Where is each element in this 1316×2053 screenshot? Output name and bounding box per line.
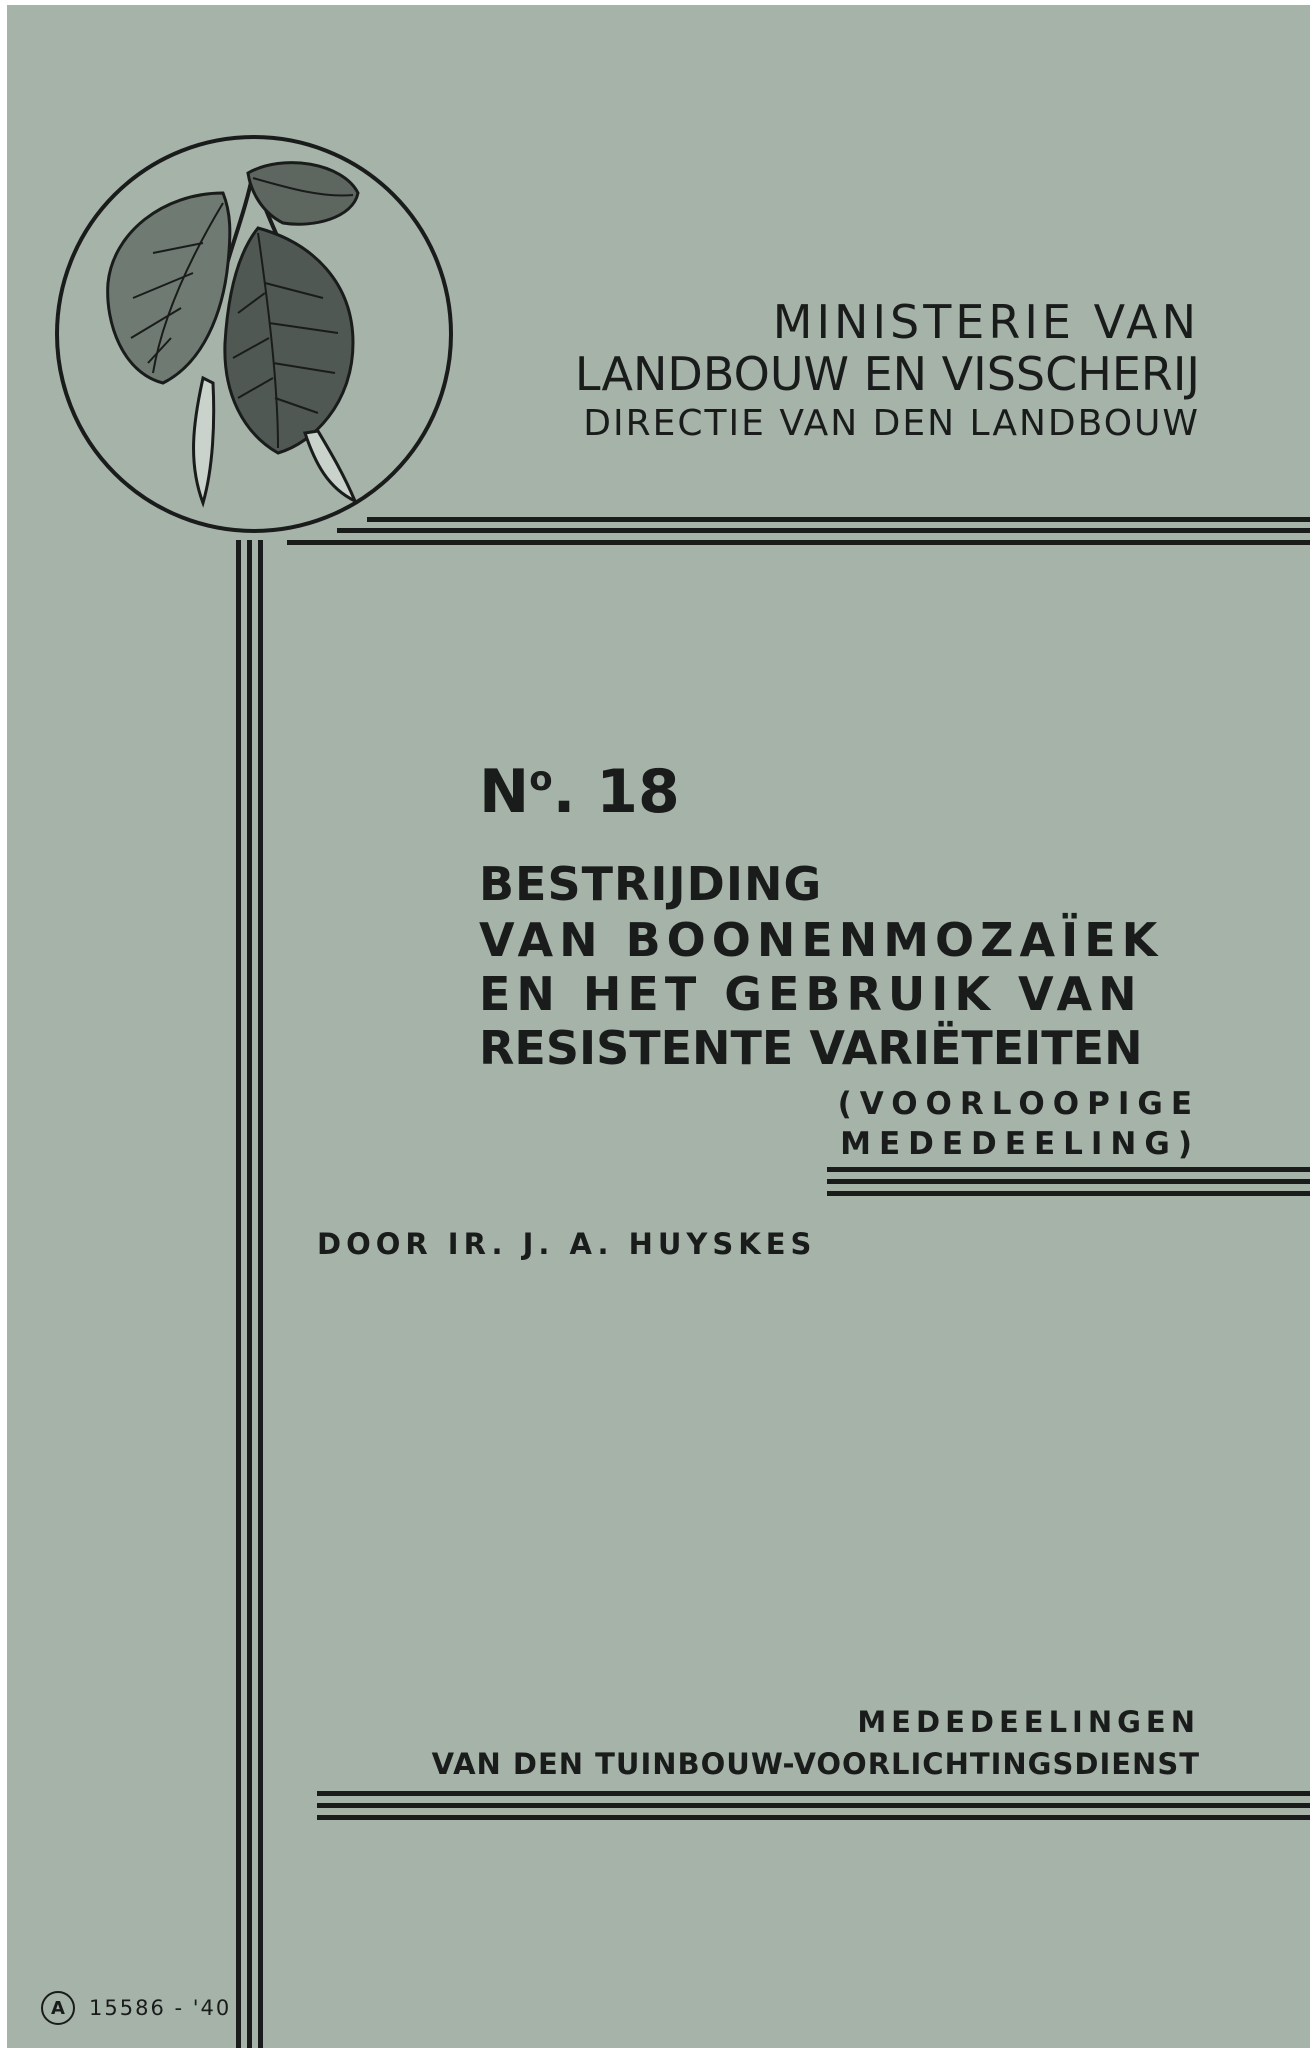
ministry-directorate: DIRECTIE VAN DEN LANDBOUW [583,403,1200,444]
header-rule-2 [337,528,1310,533]
series-line1: MEDEDEELINGEN [857,1705,1200,1739]
vertical-rule-1 [236,540,241,2048]
series-rule-1 [317,1791,1310,1796]
series-rule-3 [317,1815,1310,1820]
number-superscript: o [529,759,553,799]
header-rule-1 [367,517,1310,522]
ministry-name-line1: MINISTERIE VAN [772,295,1200,349]
subtitle-line2: MEDEDEELING) [840,1126,1200,1162]
vertical-rule-2 [247,540,252,2048]
number-value: . 18 [552,757,680,827]
publication-number [479,757,680,827]
series-line2: VAN DEN TUINBOUW-VOORLICHTINGSDIENST [431,1747,1200,1781]
subtitle-line1: (VOORLOOPIGE [837,1086,1200,1122]
book-cover [7,5,1310,2048]
title-line2: VAN BOONENMOZAÏEK [479,913,1164,967]
bean-plant-emblem-icon [53,133,455,535]
printer-logo-icon: A [41,1991,75,2025]
vertical-rule-3 [258,540,263,2048]
printer-imprint [41,1991,231,2025]
subtitle-rule-1 [827,1167,1310,1172]
series-rule-2 [317,1803,1310,1808]
number-prefix: N [479,757,530,827]
author-line: DOOR IR. J. A. HUYSKES [317,1227,817,1261]
subtitle-rule-3 [827,1191,1310,1196]
ministry-name-line2: LANDBOUW EN VISSCHERIJ [574,347,1200,401]
title-line3: EN HET GEBRUIK VAN [479,967,1143,1021]
title-line4: RESISTENTE VARIËTEITEN [479,1021,1143,1075]
title-line1: BESTRIJDING [479,857,823,911]
subtitle-rule-2 [827,1179,1310,1184]
header-rule-3 [287,540,1310,545]
printer-code: 15586 - '40 [89,1996,232,2020]
